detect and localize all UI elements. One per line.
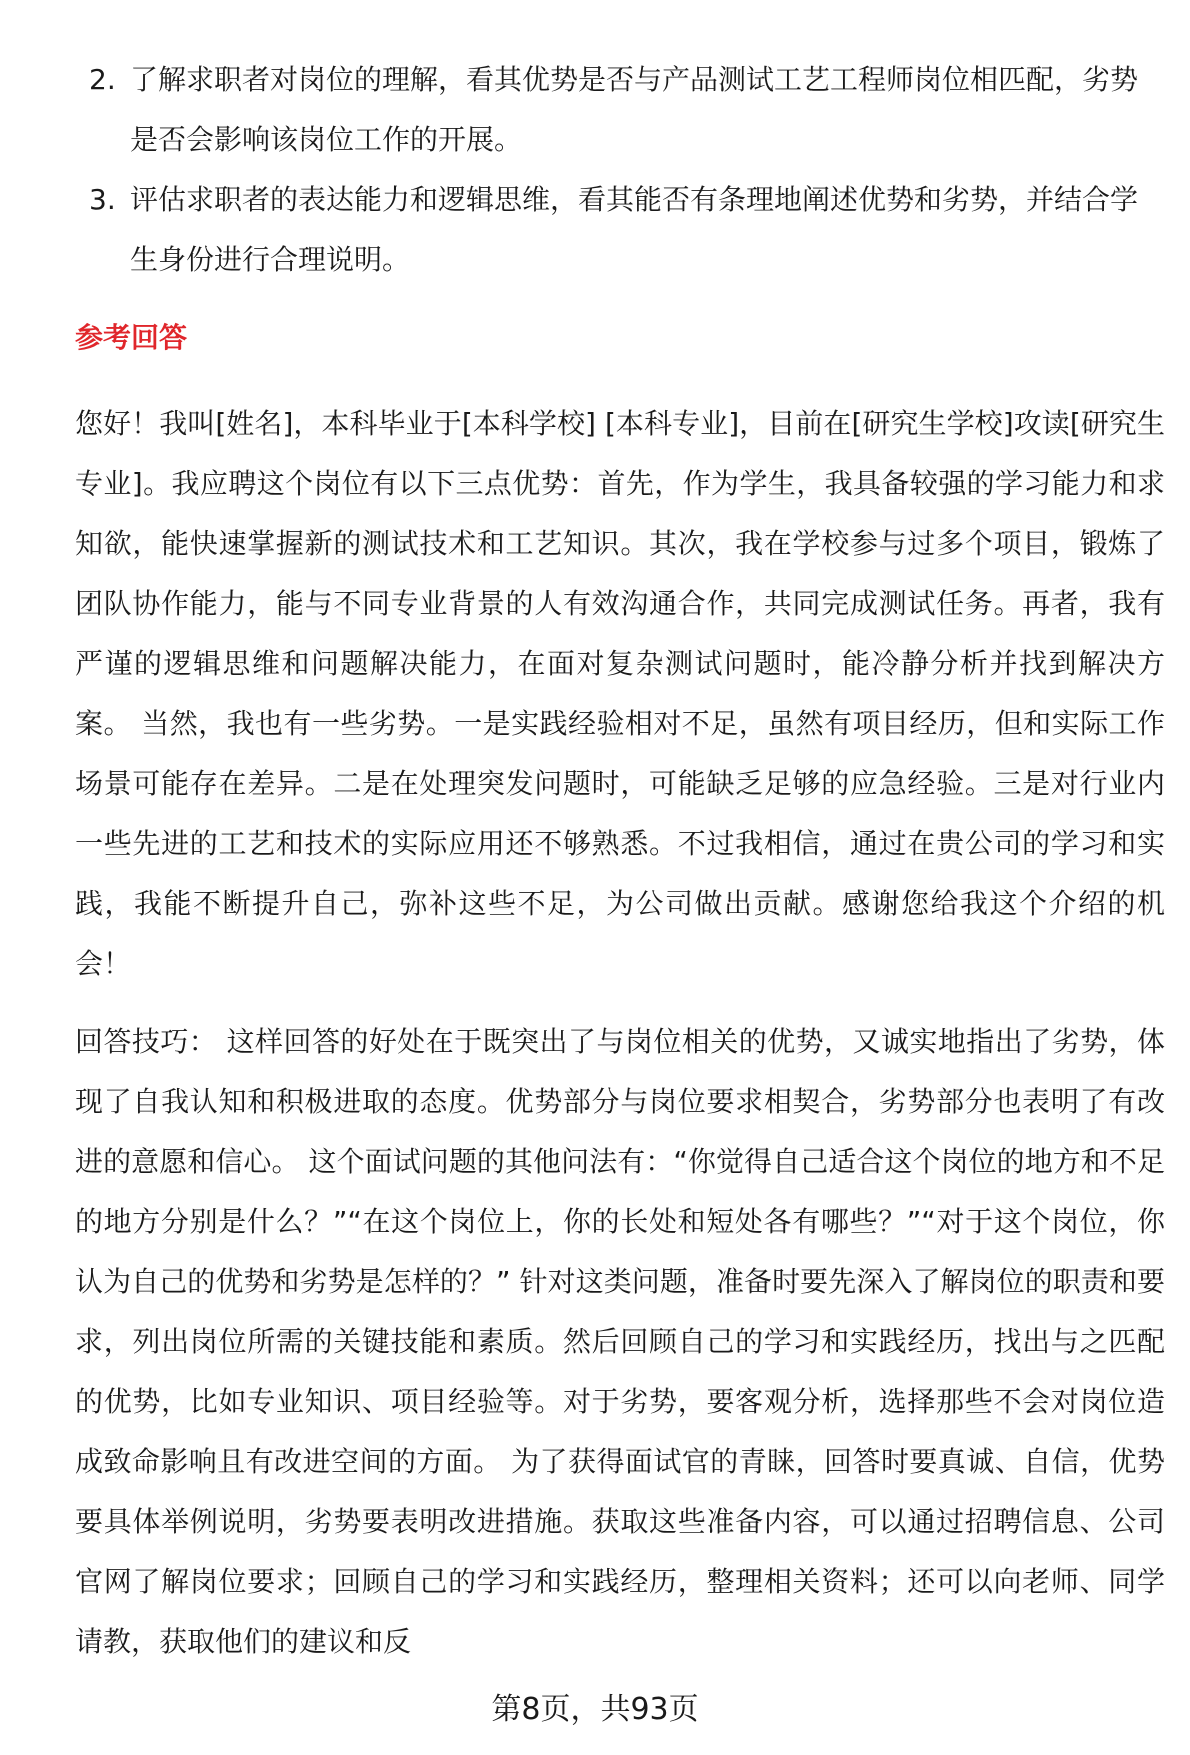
reference-answer-paragraph: 您好！我叫[姓名]，本科毕业于[本科学校] [本科专业]，目前在[研究生学校]攻读[研究生专业]。我应聘这个岗位有以下三点优势：首先，作为学生，我具备较强的学习能力和求知欲，能快速掌握新的测试技术和工艺知识。其次，我在学校参与过多个项目，锻炼了团队协作能力，能与不同专业背景的人有效沟通合作，共同完成测试任务。再者，我有严谨的逻辑思维和问题解决能力，在面对复杂测试问题时，能冷静分析并找到解决方案。 当然，我也有一些劣势。一是实践经验相对不足，虽然有项目经历，但和实际工作场景可能存在差异。二是在处理突发问题时，可能缺乏足够的应急经验。三是对行业内一些先进的工艺和技术的实际应用还不够熟悉。不过我相信，通过在贵公司的学习和实践，我能不断提升自己，弥补这些不足，为公司做出贡献。感谢您给我这个介绍的机会！: [75, 407, 1165, 980]
numbered-list: [75, 50, 1165, 290]
list-item-text: 了解求职者对岗位的理解，看其优势是否与产品测试工艺工程师岗位相匹配，劣势是否会影响该岗位工作的开展。: [130, 63, 1139, 156]
page-number-footer: 第8页，共93页: [491, 1692, 699, 1727]
list-item: [75, 170, 1165, 290]
list-item-number: 2.: [89, 63, 116, 96]
list-item-text: 评估求职者的表达能力和逻辑思维，看其能否有条理地阐述优势和劣势，并结合学生身份进行合理说明。: [130, 183, 1139, 276]
reference-answer-heading: 参考回答: [75, 321, 188, 354]
answer-tips-paragraph: 回答技巧： 这样回答的好处在于既突出了与岗位相关的优势，又诚实地指出了劣势，体现了自我认知和积极进取的态度。优势部分与岗位要求相契合，劣势部分也表明了有改进的意愿和信心。 这个面试问题的其他问法有：“你觉得自己适合这个岗位的地方和不足的地方分别是什么？”“在这个岗位上，你的长处和短处各有哪些？”“对于这个岗位，你认为自己的优势和劣势是怎样的？” 针对这类问题，准备时要先深入了解岗位的职责和要求，列出岗位所需的关键技能和素质。然后回顾自己的学习和实践经历，找出与之匹配的优势，比如专业知识、项目经验等。对于劣势，要客观分析，选择那些不会对岗位造成致命影响且有改进空间的方面。 为了获得面试官的青睐，回答时要真诚、自信，优势要具体举例说明，劣势要表明改进措施。获取这些准备内容，可以通过招聘信息、公司官网了解岗位要求；回顾自己的学习和实践经历，整理相关资料；还可以向老师、同学请教，获取他们的建议和反: [75, 1025, 1165, 1658]
list-item: [75, 50, 1165, 170]
list-item-number: 3.: [89, 183, 116, 216]
page-content: [75, 50, 1165, 1672]
